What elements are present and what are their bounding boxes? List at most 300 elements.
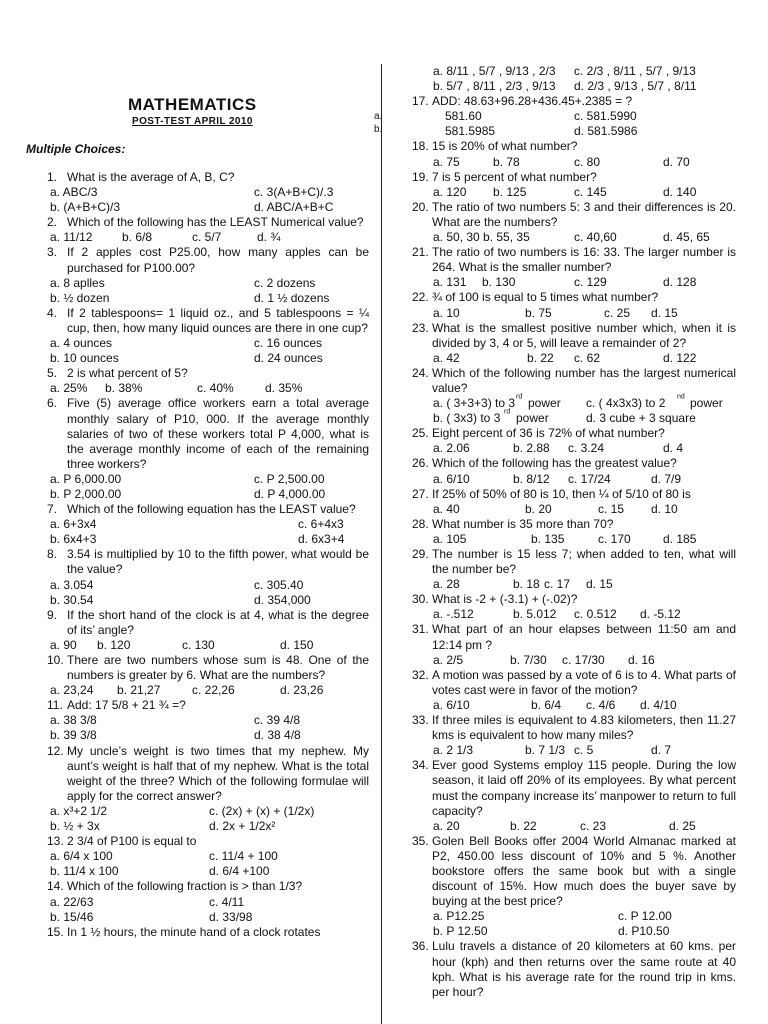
answer-option: d. P10.50	[618, 924, 670, 939]
answer-option: b. 5/7 , 8/11 , 2/3 , 9/13	[433, 79, 556, 94]
right-column	[412, 64, 736, 1000]
answer-option: b. 6/4	[531, 697, 562, 712]
question-text: In 1 ½ hours, the minute hand of a clock rotates	[67, 924, 321, 939]
answer-option: b. 38%	[105, 381, 143, 396]
question-text: What is -2 + (-3.1) + (-.02)?	[432, 592, 578, 607]
answer-options	[412, 155, 736, 170]
question	[47, 245, 369, 275]
question	[412, 200, 736, 230]
answer-option: c. 25	[604, 305, 631, 320]
answer-option: b. 7 1/3	[525, 743, 566, 758]
answer-options	[412, 698, 736, 713]
question-text: The ratio of two numbers 5: 3 and their differences is 20. What are the numbers?	[432, 199, 736, 229]
left-column	[47, 170, 369, 940]
question-text: Golen Bell Books offer 2004 World Almanac marked at P2, 450.00 less discount of 10% and 5 %. Another bookstore offers the same book but with a single discount of 15%. How much does the buyer save by buying at the best price?	[432, 833, 736, 909]
answer-option: power	[516, 411, 549, 426]
question-text: 15 is 20% of what number?	[432, 139, 578, 154]
question-text: There are two numbers whose sum is 48. One of the numbers is greater by 6. What are the numbers?	[67, 653, 369, 683]
answer-option: a. 42	[433, 350, 460, 365]
question	[47, 396, 369, 471]
answer-options	[412, 351, 736, 366]
answer-option: d. 6/4 +100	[209, 864, 270, 879]
question-text: What number is 35 more than 70?	[432, 516, 614, 531]
answer-option: c. 2 dozens	[254, 275, 316, 290]
answer-options	[47, 819, 369, 834]
question-number: 31.	[412, 622, 429, 637]
answer-option: a. 2 1/3	[433, 743, 474, 758]
answer-option: d. 70	[663, 154, 690, 169]
question-text: 2 3/4 of P100 is equal to	[67, 834, 197, 849]
answer-option: d. ABC/A+B+C	[254, 200, 334, 215]
answer-options	[412, 743, 736, 758]
answer-option: d. 25	[669, 818, 696, 833]
answer-options	[412, 185, 736, 200]
question-text: A motion was passed by a vote of 6 is to 4. What parts of votes cast were in favor of the motion?	[432, 667, 736, 697]
answer-options	[47, 291, 369, 306]
superscript	[504, 408, 510, 423]
answer-option: c. 39 4/8	[254, 713, 301, 728]
answer-option: b. 135	[531, 531, 565, 546]
question	[412, 758, 736, 818]
question-number: 32.	[412, 667, 429, 682]
question	[412, 622, 736, 652]
answer-options	[412, 653, 736, 668]
answer-option: d. 10	[651, 501, 678, 516]
answer-option: b. 18	[513, 577, 540, 592]
question-text: Which of the following equation has the LEAST value?	[67, 502, 356, 517]
answer-options	[47, 713, 369, 728]
answer-option: d. 128	[663, 275, 697, 290]
answer-option: c. 5	[574, 743, 594, 758]
question-text: 7 is 5 percent of what number?	[432, 169, 597, 184]
question	[47, 366, 369, 381]
answer-option: c. 62	[574, 350, 601, 365]
answer-option: c. ( 4x3x3) to 2	[586, 396, 666, 411]
question-number: 17.	[412, 94, 429, 109]
question	[412, 426, 736, 441]
answer-option: a. 23,24	[50, 683, 94, 698]
answer-option: c. P 2,500.00	[254, 471, 325, 486]
question	[47, 215, 369, 230]
answer-options	[412, 532, 736, 547]
answer-options	[412, 79, 736, 94]
answer-options	[412, 230, 736, 245]
question-text: 3.54 is multiplied by 10 to the fifth power, what would be the value?	[67, 547, 369, 577]
question-text: Which of the following has the greatest value?	[432, 456, 677, 471]
answer-option: a. 105	[433, 531, 467, 546]
answer-options	[47, 728, 369, 743]
question-number: 27.	[412, 486, 429, 501]
question-number: 1.	[47, 170, 58, 184]
answer-option: b. 22	[510, 818, 537, 833]
answer-option: d. 2/3 , 9/13 , 5/7 , 8/11	[574, 79, 697, 94]
answer-option: d. 23,26	[280, 683, 324, 698]
answer-option: power	[528, 396, 561, 411]
question-number: 25.	[412, 426, 429, 441]
answer-option: c. 40,60	[574, 230, 617, 245]
question	[412, 517, 736, 532]
answer-option: b. 5.012	[513, 607, 557, 622]
question-text: ¾ of 100 is equal to 5 times what number?	[432, 290, 659, 305]
answer-options	[47, 804, 369, 819]
answer-option: c. 0.512	[574, 607, 617, 622]
question	[47, 698, 369, 713]
answer-option: b. 7/30	[510, 652, 547, 667]
question-text: If 25% of 50% of 80 is 10, then ¼ of 5/10 of 80 is	[432, 486, 691, 501]
question-number: 23.	[412, 320, 429, 335]
answer-option: d. 2x + 1/2x²	[209, 819, 276, 834]
question	[47, 834, 369, 849]
question	[412, 713, 736, 743]
answer-option: b. 6/8	[122, 230, 153, 245]
question-number: 19.	[412, 169, 429, 184]
answer-option: d. 15	[651, 305, 678, 320]
answer-options	[47, 849, 369, 864]
answer-option: d. 354,000	[254, 592, 311, 607]
question-number: 14.	[47, 879, 64, 894]
answer-options	[47, 472, 369, 487]
answer-options	[412, 275, 736, 290]
answer-option: d. -5.12	[640, 607, 681, 622]
answer-option: b. P 2,000.00	[50, 486, 122, 501]
question	[412, 366, 736, 396]
answer-option: d. 4	[663, 441, 684, 456]
answer-option: b. 21,27	[117, 683, 161, 698]
answer-option: a. ( 3+3+3) to 3	[433, 396, 516, 411]
answer-options	[47, 517, 369, 532]
question-text: Lulu travels a distance of 20 kilometers at 60 kms. per hour (kph) and then returns over the same route at 40 kph. What is his average rate for the round trip in kms. per hour?	[432, 939, 736, 999]
answer-option: d. 33/98	[209, 909, 253, 924]
answer-option: d. 15	[586, 577, 613, 592]
question-text: The ratio of two numbers is 16: 33. The larger number is 264. What is the smaller number?	[432, 245, 736, 275]
answer-option: d. 35%	[265, 381, 303, 396]
question-text: Five (5) average office workers earn a total average monthly salary of P10, 000. If the average monthly salaries of two of these workers total P 4,000, what is the average monthly income of each of the remaining three workers?	[67, 396, 369, 471]
answer-option: c. 305.40	[254, 577, 304, 592]
question-number: 22.	[412, 290, 429, 305]
question-text: If 2 tablespoons= 1 liquid oz., and 5 tablespoons = ¼ cup, then, how many liquid ounces are there in one cup?	[67, 305, 369, 335]
answer-option: c. 4/11	[209, 894, 245, 909]
answer-option: a. 20	[433, 818, 460, 833]
answer-option: a. 8 aplles	[50, 275, 105, 290]
answer-options	[47, 230, 369, 245]
answer-options	[47, 895, 369, 910]
question	[47, 170, 369, 185]
question	[47, 653, 369, 683]
answer-option: d. 140	[663, 184, 697, 199]
answer-option: b. ½ dozen	[50, 290, 110, 305]
answer-option: d. 7	[651, 743, 672, 758]
answer-options	[412, 393, 736, 411]
question-number: 10.	[47, 653, 64, 667]
answer-option: c. 15	[598, 501, 625, 516]
answer-option: a. 131	[433, 275, 467, 290]
answer-option: d. 581.5986	[574, 124, 638, 139]
answer-options	[47, 351, 369, 366]
answer-option: d. 7/9	[651, 471, 682, 486]
question	[47, 547, 369, 577]
answer-option: a. P12.25	[433, 909, 485, 924]
answer-option: a. 11/12	[50, 230, 93, 245]
answer-option: d. 24 ounces	[254, 351, 323, 366]
answer-option: a. 2/5	[433, 652, 464, 667]
answer-option: c. 5/7	[192, 230, 222, 245]
stray-mark-a: a.	[374, 111, 383, 122]
answer-option: c. P 12.00	[618, 909, 672, 924]
answer-option: c. 80	[574, 154, 601, 169]
answer-option: a. 6/10	[433, 471, 470, 486]
answer-option: a. 120	[433, 184, 467, 199]
answer-option: a. 22/63	[50, 894, 94, 909]
answer-option: a. 38 3/8	[50, 713, 97, 728]
answer-options	[47, 185, 369, 200]
question-text: What is the average of A, B, C?	[67, 170, 235, 184]
superscript	[677, 393, 685, 408]
question-text: Which of the following has the LEAST Numerical value?	[67, 215, 364, 230]
question-text: Eight percent of 36 is 72% of what number?	[432, 426, 665, 441]
question-number: 4.	[47, 305, 58, 320]
answer-options	[47, 381, 369, 396]
answer-options	[47, 276, 369, 291]
question-number: 24.	[412, 365, 429, 380]
answer-options	[412, 607, 736, 622]
answer-option: a. 10	[433, 305, 460, 320]
answer-option: b. (A+B+C)/3	[50, 200, 121, 215]
answer-option: d. ¾	[257, 230, 281, 245]
answer-option: b. ½ + 3x	[50, 819, 100, 834]
answer-option: c. 170	[598, 531, 631, 546]
question	[47, 502, 369, 517]
question-number: 26.	[412, 456, 429, 471]
answer-option: b. 75	[525, 305, 552, 320]
question-number: 9.	[47, 607, 58, 622]
question	[412, 245, 736, 275]
answer-option: b. 130	[482, 275, 516, 290]
answer-options	[412, 109, 736, 124]
question-text: Which of the following number has the largest numerical value?	[432, 365, 736, 395]
answer-option: b. 39 3/8	[50, 728, 97, 743]
question-text: The number is 15 less 7; when added to ten, what will the number be?	[432, 547, 736, 577]
question	[47, 306, 369, 336]
answer-option: c. 3(A+B+C)/.3	[254, 185, 334, 200]
answer-option: c. 11/4 + 100	[209, 849, 278, 864]
answer-option: 581.5985	[445, 124, 496, 139]
question-text: If three miles is equivalent to 4.83 kilometers, then 11.27 kms is equivalent to how many miles?	[432, 713, 736, 743]
answer-option: c. 17/30	[562, 652, 605, 667]
question	[412, 456, 736, 471]
answer-option: a. 28	[433, 577, 460, 592]
answer-option: b. 30.54	[50, 592, 94, 607]
question	[412, 290, 736, 305]
answer-option: d. 150	[280, 637, 314, 652]
answer-option: b. 11/4 x 100	[50, 864, 119, 879]
question-text: What part of an hour elapses between 11:50 am and 12:14 pm ?	[432, 622, 736, 652]
answer-options	[412, 408, 736, 426]
question	[412, 94, 736, 109]
question-number: 11.	[47, 698, 63, 713]
answer-option: d. 4/10	[640, 697, 677, 712]
answer-option: a. x³+2 1/2	[50, 803, 108, 818]
question-number: 36.	[412, 939, 429, 954]
answer-options	[47, 910, 369, 925]
question-number: 2.	[47, 215, 58, 230]
answer-options	[47, 200, 369, 215]
question-number: 7.	[47, 502, 58, 517]
answer-option: c. 17/24	[568, 471, 611, 486]
answer-option: b. 20	[525, 501, 552, 516]
answer-options	[47, 532, 369, 547]
answer-option: c. 40%	[197, 381, 234, 396]
answer-option: b. 6x4+3	[50, 532, 97, 547]
answer-option: d. 38 4/8	[254, 728, 301, 743]
question-number: 12.	[47, 743, 64, 758]
answer-option: b. 120	[97, 637, 131, 652]
question	[412, 834, 736, 909]
question	[47, 744, 369, 804]
answer-option: a. 50, 30 b. 55, 35	[433, 230, 530, 245]
answer-option: c. 130	[182, 637, 215, 652]
answer-option: a. 25%	[50, 381, 88, 396]
question-number: 21.	[412, 245, 429, 260]
answer-options	[47, 578, 369, 593]
answer-option: b. 8/12	[513, 471, 550, 486]
answer-option: b. P 12.50	[433, 924, 488, 939]
question-text: Add: 17 5/8 + 21 ¾ =?	[67, 698, 186, 713]
question-number: 5.	[47, 366, 58, 381]
question-number: 3.	[47, 245, 58, 260]
question-number: 30.	[412, 592, 429, 607]
question-text: ADD: 48.63+96.28+436.45+.2385 = ?	[432, 94, 633, 109]
answer-options	[412, 472, 736, 487]
answer-option: a. 8/11 , 5/7 , 9/13 , 2/3	[433, 64, 556, 78]
answer-option: c. (2x) + (x) + (1/2x)	[209, 803, 315, 818]
question-number: 34.	[412, 758, 429, 773]
answer-option: c. 22,26	[192, 683, 235, 698]
answer-option: b. 2.88	[513, 441, 550, 456]
answer-option: c. 581.5990	[574, 109, 637, 124]
superscript-text: rd	[516, 393, 523, 401]
column-divider	[381, 64, 382, 1024]
answer-option: a. 6/10	[433, 697, 470, 712]
question	[412, 321, 736, 351]
answer-option: 581.60	[445, 109, 482, 124]
question-text: Which of the following fraction is > than 1/3?	[67, 879, 303, 894]
question-number: 35.	[412, 833, 429, 848]
answer-options	[412, 924, 736, 939]
question	[47, 608, 369, 638]
answer-option: a. 6+3x4	[50, 517, 97, 532]
answer-option: d. 16	[628, 652, 655, 667]
answer-option: d. 122	[663, 350, 697, 365]
answer-options	[47, 864, 369, 879]
answer-option: b. ( 3x3) to 3	[433, 411, 501, 426]
answer-options	[412, 577, 736, 592]
answer-options	[412, 64, 736, 79]
answer-options	[412, 909, 736, 924]
answer-options	[47, 683, 369, 698]
answer-options	[47, 487, 369, 502]
question-text: Ever good Systems employ 115 people. During the low season, it laid off 20% of its employees. By what percent must the company increase its’ manpower to return to full capacity?	[432, 758, 736, 818]
answer-option: a. P 6,000.00	[50, 471, 122, 486]
answer-option: c. 129	[574, 275, 607, 290]
question	[412, 487, 736, 502]
answer-option: d. 6x3+4	[298, 532, 345, 547]
answer-option: a. 4 ounces	[50, 336, 113, 351]
document-title: MATHEMATICS	[128, 95, 257, 114]
question-number: 8.	[47, 547, 58, 562]
answer-option: a. 90	[50, 637, 77, 652]
answer-option: c. 145	[574, 184, 607, 199]
superscript	[516, 393, 522, 408]
answer-option: d. 185	[663, 531, 697, 546]
superscript-text: nd	[677, 393, 685, 401]
section-heading: Multiple Choices:	[26, 142, 126, 156]
question	[412, 592, 736, 607]
answer-option: a. 40	[433, 501, 460, 516]
answer-option: d. 1 ½ dozens	[254, 290, 330, 305]
answer-option: c. 23	[580, 818, 607, 833]
answer-option: d. P 4,000.00	[254, 486, 326, 501]
answer-option: a. ABC/3	[50, 185, 98, 200]
answer-options	[412, 124, 736, 139]
question	[47, 925, 369, 940]
question-number: 33.	[412, 713, 429, 728]
answer-option: d. 3 cube + 3 square	[586, 411, 696, 426]
answer-option: c. 2/3 , 8/11 , 5/7 , 9/13	[574, 64, 696, 78]
question-number: 29.	[412, 547, 429, 561]
answer-option: b. 15/46	[50, 909, 94, 924]
question	[412, 939, 736, 999]
answer-options	[47, 638, 369, 653]
answer-options	[412, 502, 736, 517]
answer-option: b. 78	[493, 154, 520, 169]
answer-option: c. 16 ounces	[254, 336, 323, 351]
question-number: 13.	[47, 834, 64, 849]
question-number: 20.	[412, 199, 429, 214]
question	[412, 547, 736, 577]
answer-options	[412, 819, 736, 834]
answer-option: a. 6/4 x 100	[50, 849, 113, 864]
question-number: 18.	[412, 139, 429, 154]
answer-option: b. 10 ounces	[50, 351, 119, 366]
answer-options	[47, 336, 369, 351]
question	[47, 879, 369, 894]
answer-options	[412, 441, 736, 456]
answer-option: a. 2.06	[433, 441, 470, 456]
answer-option: b. 125	[493, 184, 527, 199]
answer-options	[47, 593, 369, 608]
question-text: My uncle’s weight is two times that my nephew. My aunt’s weight is half that of my nephew. What is the total weight of the three? Which of the following formulae will apply for the correct answer?	[67, 743, 369, 803]
answer-option: c. 4/6	[586, 697, 616, 712]
superscript-text: rd	[504, 408, 511, 416]
answer-option: b. 22	[527, 350, 554, 365]
answer-option: a. 75	[433, 154, 460, 169]
answer-option: a. 3.054	[50, 577, 94, 592]
stray-mark-b: b.	[374, 124, 383, 135]
question	[412, 139, 736, 154]
answer-option: c. 17	[544, 577, 571, 592]
answer-option: power	[690, 396, 723, 411]
answer-options	[412, 306, 736, 321]
question	[412, 668, 736, 698]
question-text: If the short hand of the clock is at 4, what is the degree of its’ angle?	[67, 607, 369, 637]
question-text: What is the smallest positive number which, when it is divided by 3, 4 or 5, will leave a remainder of 2?	[432, 320, 736, 350]
answer-option: a. -.512	[433, 607, 474, 622]
answer-option: d. 45, 65	[663, 230, 710, 245]
question	[412, 170, 736, 185]
question-text: 2 is what percent of 5?	[67, 366, 188, 381]
answer-option: c. 3.24	[568, 441, 605, 456]
question-number: 15.	[47, 924, 64, 939]
